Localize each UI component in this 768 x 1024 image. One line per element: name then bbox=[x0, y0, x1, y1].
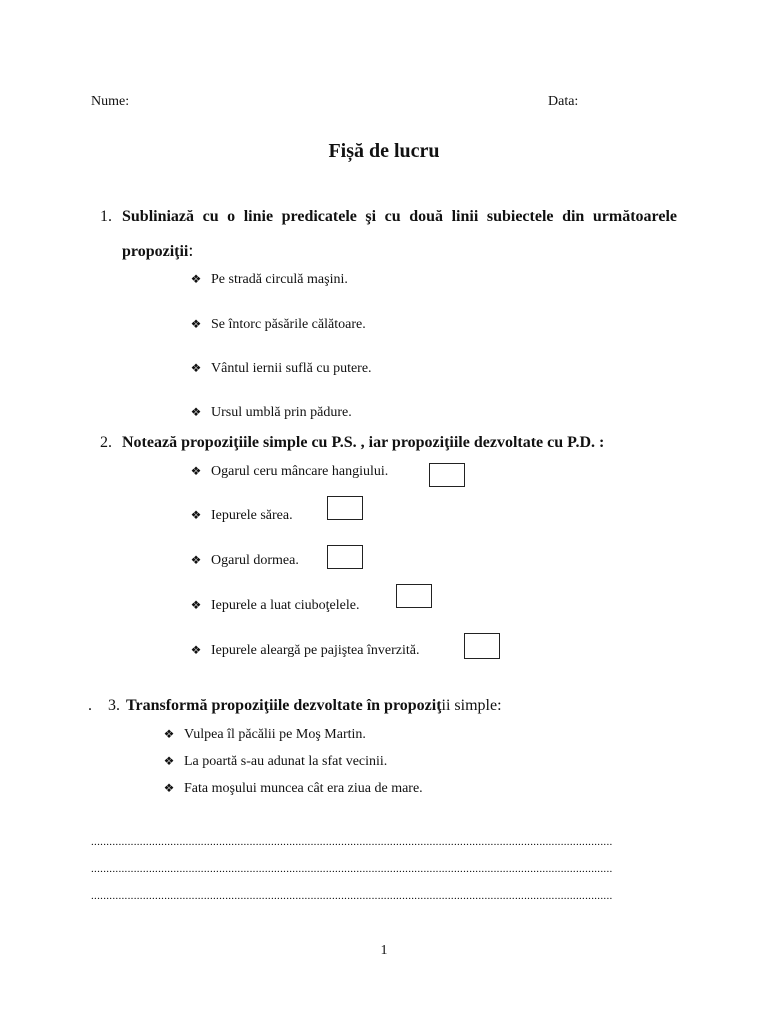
section3-instruction-tail: ii simple: bbox=[441, 697, 502, 714]
name-label: Nume: bbox=[91, 94, 130, 109]
answer-box[interactable] bbox=[327, 496, 363, 520]
answer-box[interactable] bbox=[396, 584, 432, 608]
list-item bbox=[189, 598, 359, 614]
section1-instruction-line2-tail: : bbox=[188, 240, 194, 260]
list-item-text: Fata moşului muncea cât era ziua de mare. bbox=[184, 781, 423, 796]
diamond-bullet-icon: ❖ bbox=[190, 598, 202, 612]
diamond-bullet-icon: ❖ bbox=[190, 643, 202, 657]
section3-instruction bbox=[126, 697, 502, 715]
diamond-bullet-icon: ❖ bbox=[190, 508, 202, 522]
list-item bbox=[162, 754, 387, 770]
diamond-bullet-icon: ❖ bbox=[163, 781, 175, 795]
section3-leading-dot: . bbox=[88, 697, 92, 714]
answer-box[interactable] bbox=[327, 545, 363, 569]
diamond-bullet-icon: ❖ bbox=[190, 317, 202, 331]
list-item-text: Iepurele aleargă pe pajiştea înverzită. bbox=[211, 643, 420, 658]
diamond-bullet-icon: ❖ bbox=[190, 361, 202, 375]
answer-box[interactable] bbox=[464, 633, 500, 659]
diamond-bullet-icon: ❖ bbox=[190, 464, 202, 478]
section1-instruction-line2 bbox=[122, 240, 193, 261]
diamond-bullet-icon: ❖ bbox=[190, 553, 202, 567]
list-item bbox=[189, 464, 388, 480]
list-item-text: Vântul iernii suflă cu putere. bbox=[211, 361, 372, 376]
list-item-text: Pe stradă circulă maşini. bbox=[211, 272, 348, 287]
list-item bbox=[189, 272, 348, 288]
page-title: Fișă de lucru bbox=[328, 140, 440, 162]
diamond-bullet-icon: ❖ bbox=[190, 272, 202, 286]
list-item bbox=[189, 405, 352, 421]
list-item-text: Ogarul dormea. bbox=[211, 553, 299, 568]
list-item-text: Iepurele a luat ciuboţelele. bbox=[211, 598, 360, 613]
section3-number: 3. bbox=[108, 697, 120, 714]
section3-instruction-bold: Transformă propoziţiile dezvoltate în propoziţ bbox=[126, 697, 442, 714]
list-item bbox=[189, 361, 372, 377]
list-item bbox=[162, 781, 423, 797]
list-item-text: Vulpea îl păcălii pe Moş Martin. bbox=[184, 727, 366, 742]
answer-box[interactable] bbox=[429, 463, 465, 487]
diamond-bullet-icon: ❖ bbox=[190, 405, 202, 419]
list-item-text: La poartă s-au adunat la sfat vecinii. bbox=[184, 754, 388, 769]
answer-line[interactable]: ........................................................................................................................................................................... bbox=[91, 890, 613, 902]
section1-number: 1. bbox=[100, 208, 112, 225]
list-item bbox=[189, 317, 366, 333]
list-item bbox=[189, 643, 419, 659]
answer-line[interactable]: ........................................................................................................................................................................... bbox=[91, 836, 613, 848]
list-item-text: Se întorc păsările călătoare. bbox=[211, 317, 366, 332]
list-item bbox=[162, 727, 366, 743]
list-item-text: Iepurele sărea. bbox=[211, 508, 293, 523]
answer-line[interactable]: ........................................................................................................................................................................... bbox=[91, 863, 613, 875]
section2-instruction: Notează propoziţiile simple cu P.S. , iar propoziţiile dezvoltate cu P.D. : bbox=[122, 434, 605, 451]
diamond-bullet-icon: ❖ bbox=[163, 727, 175, 741]
list-item bbox=[189, 508, 293, 524]
section1-instruction-line1: Subliniază cu o linie predicatele şi cu două linii subiectele din următoarele bbox=[122, 208, 677, 225]
section1-instruction-line2-bold: propoziţii bbox=[122, 243, 189, 260]
date-label: Data: bbox=[548, 94, 579, 109]
list-item-text: Ogarul ceru mâncare hangiului. bbox=[211, 464, 389, 479]
page-number: 1 bbox=[380, 943, 388, 958]
list-item-text: Ursul umblă prin pădure. bbox=[211, 405, 352, 420]
diamond-bullet-icon: ❖ bbox=[163, 754, 175, 768]
list-item bbox=[189, 553, 299, 569]
section2-number: 2. bbox=[100, 434, 112, 451]
